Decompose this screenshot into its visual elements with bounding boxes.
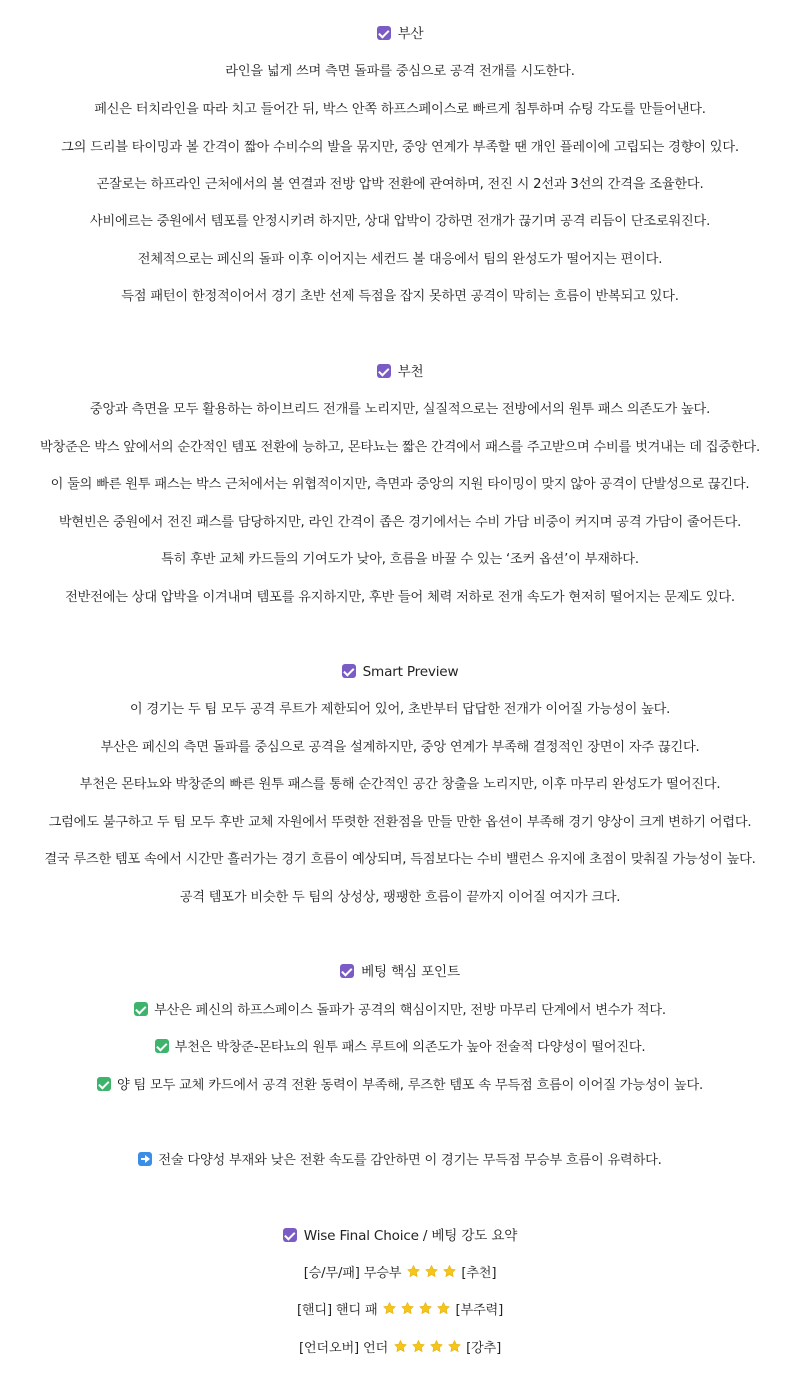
star-icon bbox=[382, 1301, 397, 1316]
star-icon bbox=[429, 1339, 444, 1354]
betting-point-2: 부천은 박창준-몬타뇨의 원투 패스 루트에 의존도가 높아 전술적 다양성이 떨어진다. bbox=[0, 1038, 800, 1058]
checkbox-checked-icon bbox=[377, 26, 391, 40]
pick-row-handicap bbox=[0, 1301, 800, 1321]
betting-point-1: 부산은 페신의 하프스페이스 돌파가 공격의 핵심이지만, 전방 마무리 단계에서 변수가 적다. bbox=[0, 1001, 800, 1021]
star-icon bbox=[400, 1301, 415, 1316]
preview-line-3: 부천은 몬타뇨와 박창준의 빠른 원투 패스를 통해 순간적인 공간 창출을 노리지만, 이후 마무리 완성도가 떨어진다. bbox=[79, 777, 721, 792]
pick-market: [언더오버] bbox=[298, 1341, 359, 1356]
section-heading-betting-points: 베팅 핵심 포인트 bbox=[0, 962, 800, 982]
star-rating bbox=[381, 1303, 453, 1318]
star-rating bbox=[404, 1266, 458, 1281]
star-icon bbox=[447, 1339, 462, 1354]
preview-line-2: 부산은 페신의 측면 돌파를 중심으로 공격을 설계하지만, 중앙 연계가 부족해 결정적인 장면이 자주 끊긴다. bbox=[100, 740, 700, 755]
star-icon bbox=[418, 1301, 433, 1316]
preview-line-5: 결국 루즈한 템포 속에서 시간만 흘러가는 경기 흐름이 예상되며, 득점보다는 수비 밸런스 유지에 초점이 맞춰질 가능성이 높다. bbox=[44, 852, 756, 867]
pick-selection: 무승부 bbox=[363, 1266, 402, 1281]
checkbox-checked-icon bbox=[340, 964, 354, 978]
pick-grade: [강추] bbox=[466, 1341, 502, 1356]
checkbox-checked-icon bbox=[377, 364, 391, 378]
busan-line-6: 전체적으로는 페신의 돌파 이후 이어지는 세컨드 볼 대응에서 팀의 완성도가 떨어지는 편이다. bbox=[137, 252, 663, 267]
busan-line-5: 사비에르는 중원에서 템포를 안정시키려 하지만, 상대 압박이 강하면 전개가 끊기며 공격 리듬이 단조로워진다. bbox=[89, 214, 711, 229]
pick-selection: 언더 bbox=[363, 1341, 389, 1356]
busan-line-2: 페신은 터치라인을 따라 치고 들어간 뒤, 박스 안쪽 하프스페이스로 빠르게 침투하며 슈팅 각도를 만들어낸다. bbox=[94, 102, 706, 117]
bucheon-line-4: 박현빈은 중원에서 전진 패스를 담당하지만, 라인 간격이 좁은 경기에서는 수비 가담 비중이 커지며 공격 가담이 줄어든다. bbox=[58, 515, 742, 530]
pick-market: [승/무/패] bbox=[303, 1266, 360, 1281]
pick-grade: [부주력] bbox=[455, 1303, 504, 1318]
star-rating bbox=[391, 1341, 463, 1356]
star-icon bbox=[411, 1339, 426, 1354]
pick-selection: 핸디 패 bbox=[335, 1303, 378, 1318]
busan-line-7: 득점 패턴이 한정적이어서 경기 초반 선제 득점을 잡지 못하면 공격이 막히는 흐름이 반복되고 있다. bbox=[121, 289, 679, 304]
star-icon bbox=[436, 1301, 451, 1316]
green-check-icon bbox=[134, 1002, 148, 1016]
pick-row-under-over bbox=[0, 1339, 800, 1359]
busan-line-3: 그의 드리블 타이밍과 볼 간격이 짧아 수비수의 발을 묶지만, 중앙 연계가 부족할 땐 개인 플레이에 고립되는 경향이 있다. bbox=[61, 140, 739, 155]
checkbox-checked-icon bbox=[342, 664, 356, 678]
section-heading-busan: 부산 bbox=[0, 24, 800, 44]
preview-line-6: 공격 템포가 비슷한 두 팀의 상성상, 팽팽한 흐름이 끝까지 이어질 여지가 크다. bbox=[179, 890, 621, 905]
pick-row-1x2 bbox=[0, 1264, 800, 1284]
busan-line-1: 라인을 넓게 쓰며 측면 돌파를 중심으로 공격 전개를 시도한다. bbox=[225, 64, 575, 79]
bucheon-line-6: 전반전에는 상대 압박을 이겨내며 템포를 유지하지만, 후반 들어 체력 저하로 전개 속도가 현저히 떨어지는 문제도 있다. bbox=[65, 590, 735, 605]
busan-line-4: 곤잘로는 하프라인 근처에서의 볼 연결과 전방 압박 전환에 관여하며, 전진 시 2선과 3선의 간격을 조율한다. bbox=[96, 177, 704, 192]
section-heading-final-choice: Wise Final Choice / 베팅 강도 요약 bbox=[0, 1226, 800, 1246]
section-heading-bucheon: 부천 bbox=[0, 362, 800, 382]
pick-market: [핸디] bbox=[296, 1303, 332, 1318]
bucheon-line-2: 박창준은 박스 앞에서의 순간적인 템포 전환에 능하고, 몬타뇨는 짧은 간격에서 패스를 주고받으며 수비를 벗겨내는 데 집중한다. bbox=[40, 440, 760, 455]
green-check-icon bbox=[97, 1077, 111, 1091]
right-arrow-icon bbox=[138, 1152, 152, 1166]
star-icon bbox=[406, 1264, 421, 1279]
betting-point-3: 양 팀 모두 교체 카드에서 공격 전환 동력이 부족해, 루즈한 템포 속 무득점 흐름이 이어질 가능성이 높다. bbox=[0, 1076, 800, 1096]
green-check-icon bbox=[155, 1039, 169, 1053]
section-heading-smart-preview: Smart Preview bbox=[0, 662, 800, 682]
star-icon bbox=[442, 1264, 457, 1279]
preview-line-1: 이 경기는 두 팀 모두 공격 루트가 제한되어 있어, 초반부터 답답한 전개가 이어질 가능성이 높다. bbox=[129, 702, 671, 717]
bucheon-line-1: 중앙과 측면을 모두 활용하는 하이브리드 전개를 노리지만, 실질적으로는 전방에서의 원투 패스 의존도가 높다. bbox=[89, 402, 711, 417]
star-icon bbox=[424, 1264, 439, 1279]
pick-grade: [추천] bbox=[461, 1266, 497, 1281]
star-icon bbox=[393, 1339, 408, 1354]
bucheon-line-3: 이 둘의 빠른 원투 패스는 박스 근처에서는 위협적이지만, 측면과 중앙의 지원 타이밍이 맞지 않아 공격이 단발성으로 끊긴다. bbox=[50, 477, 750, 492]
checkbox-checked-icon bbox=[283, 1228, 297, 1242]
preview-line-4: 그럼에도 불구하고 두 팀 모두 후반 교체 자원에서 뚜렷한 전환점을 만들 만한 옵션이 부족해 경기 양상이 크게 변하기 어렵다. bbox=[48, 815, 752, 830]
bucheon-line-5: 특히 후반 교체 카드들의 기여도가 낮아, 흐름을 바꿀 수 있는 ‘조커 옵션’이 부재하다. bbox=[161, 552, 639, 567]
conclusion-line: 전술 다양성 부재와 낮은 전환 속도를 감안하면 이 경기는 무득점 무승부 흐름이 유력하다. bbox=[0, 1151, 800, 1171]
